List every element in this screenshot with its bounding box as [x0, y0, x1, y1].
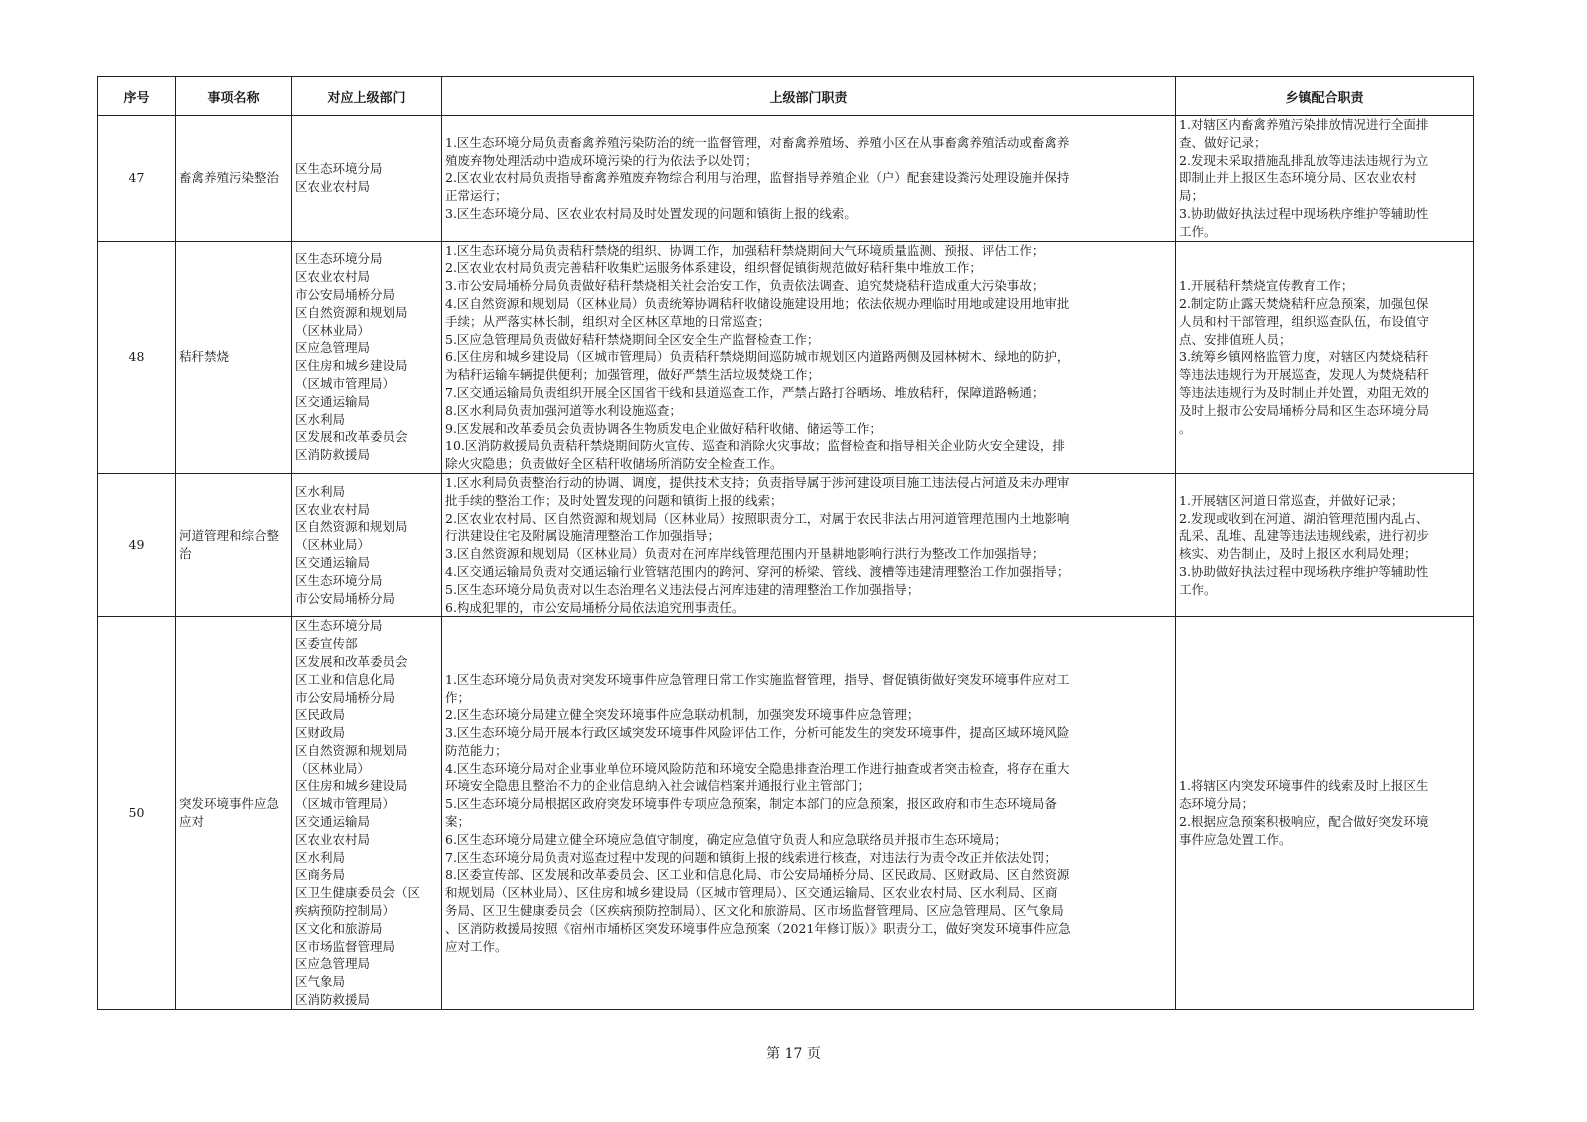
seq-number: 50 — [128, 805, 145, 821]
duty-line: 8.区委宣传部、区发展和改革委员会、区工业和信息化局、市公安局埇桥分局、区民政局、区财政局、区自然资源 — [445, 867, 1070, 883]
duty-line: 2.区生态环境分局建立健全突发环境事件应急联动机制，加强突发环境事件应急管理； — [445, 707, 920, 723]
duty-line: 3.市公安局埇桥分局负责做好秸秆禁烧相关社会治安工作，负责依法调查、追究焚烧秸秆造成重大污染事故； — [445, 278, 1045, 294]
dept-name: 区财政局 — [295, 725, 346, 741]
town-duty-line: 即制止并上报区生态环境分局、区农业农村 — [1179, 170, 1417, 186]
duty-line: 4.区生态环境分局对企业事业单位环境风险防范和环境安全隐患排查治理工作进行抽查或者突击检查，将存在重大 — [445, 760, 1070, 776]
item-name: 河道管理和综合整治 — [179, 528, 280, 562]
dept-name: 区住房和城乡建设局 — [295, 358, 408, 374]
seq-number: 49 — [128, 537, 145, 553]
table-row — [98, 241, 1474, 473]
header-dept: 对应上级部门 — [292, 77, 442, 116]
town-duty-line: 事件应急处置工作。 — [1179, 831, 1292, 847]
dept-name: 区应急管理局 — [295, 956, 371, 972]
dept-name: （区林业局） — [295, 760, 371, 776]
dept-name: （区林业局） — [295, 537, 371, 553]
dept-name: 市公安局埇桥分局 — [295, 590, 396, 606]
town-duty-line: 态环境分局； — [1179, 796, 1255, 812]
dept-name: 疾病预防控制局） — [295, 903, 396, 919]
duty-line: 3.区自然资源和规划局（区林业局）负责对在河库岸线管理范围内开垦耕地影响行洪行为整改工作加强指导； — [445, 546, 1045, 562]
dept-name: 区交通运输局 — [295, 555, 371, 571]
cell-item-name — [176, 617, 292, 1010]
dept-name: 市公安局埇桥分局 — [295, 287, 396, 303]
dept-name: 区农业农村局 — [295, 179, 371, 195]
cell-dept-duties — [442, 473, 1176, 616]
dept-name: 区生态环境分局 — [295, 572, 383, 588]
duty-line: 正常运行； — [445, 188, 508, 204]
cell-town-duties — [1176, 241, 1474, 473]
cell-item-name — [176, 241, 292, 473]
town-duty-line: 。 — [1179, 420, 1192, 436]
cell-dept — [292, 116, 442, 242]
cell-item-name — [176, 116, 292, 242]
town-duty-line: 查、做好记录； — [1179, 134, 1267, 150]
dept-name: 区民政局 — [295, 707, 346, 723]
duty-line: 和规划局（区林业局）、区住房和城乡建设局（区城市管理局）、区交通运输局、区农业农村局、区水利局、区商 — [445, 885, 1058, 901]
town-duty-line: 点、安排值班人员； — [1179, 331, 1292, 347]
duty-line: 7.区交通运输局负责组织开展全区国省干线和县道巡查工作，严禁占路打谷晒场、堆放秸秆，保障道路畅通； — [445, 384, 1045, 400]
duty-line: 批手续的整治工作；及时处置发现的问题和镇街上报的线索； — [445, 492, 783, 508]
duty-line: 除火灾隐患；负责做好全区秸秆收储场所消防安全检查工作。 — [445, 456, 783, 472]
item-name: 突发环境事件应急应对 — [179, 796, 280, 830]
cell-dept — [292, 241, 442, 473]
cell-item-name — [176, 473, 292, 616]
town-duty-line: 1.开展辖区河道日常巡查，并做好记录； — [1179, 492, 1404, 508]
town-duty-line: 2.发现或收到在河道、湖泊管理范围内乱占、 — [1179, 510, 1429, 526]
dept-name: 区交通运输局 — [295, 814, 371, 830]
seq-number: 48 — [128, 349, 145, 365]
cell-seq — [98, 116, 176, 242]
town-duty-line: 等违法违规行为开展巡查，发现人为焚烧秸秆 — [1179, 367, 1430, 383]
town-duty-line: 及时上报市公安局埇桥分局和区生态环境分局 — [1179, 402, 1430, 418]
cell-town-duties — [1176, 473, 1474, 616]
cell-dept — [292, 473, 442, 616]
cell-town-duties — [1176, 116, 1474, 242]
duty-line: 为秸秆运输车辆提供便利；加强管理，做好严禁生活垃圾焚烧工作； — [445, 367, 821, 383]
cell-dept-duties — [442, 241, 1176, 473]
duty-line: 7.区生态环境分局负责对巡查过程中发现的问题和镇街上报的线索进行核查，对违法行为责令改正并依法处罚； — [445, 849, 1057, 865]
cell-dept-duties — [442, 617, 1176, 1010]
duty-line: 3.区生态环境分局开展本行政区域突发环境事件风险评估工作，分析可能发生的突发环境事件，提高区域环境风险 — [445, 725, 1070, 741]
cell-seq — [98, 241, 176, 473]
dept-name: 区卫生健康委员会（区 — [295, 885, 421, 901]
dept-name: 区住房和城乡建设局 — [295, 778, 408, 794]
duty-line: 6.构成犯罪的，市公安局埇桥分局依法追究刑事责任。 — [445, 599, 745, 615]
duty-line: 2.区农业农村局负责指导畜禽养殖废弃物综合利用与治理，监督指导养殖企业（户）配套建设粪污处理设施并保持 — [445, 170, 1070, 186]
dept-name: 区交通运输局 — [295, 393, 371, 409]
item-name: 畜禽养殖污染整治 — [179, 170, 280, 186]
header-town-duties: 乡镇配合职责 — [1176, 77, 1474, 116]
town-duty-line: 1.开展秸秆禁烧宣传教育工作； — [1179, 278, 1354, 294]
dept-name: 区工业和信息化局 — [295, 671, 396, 687]
duty-line: 1.区生态环境分局负责畜禽养殖污染防治的统一监督管理，对畜禽养殖场、养殖小区在从事畜禽养殖活动或畜禽养 — [445, 134, 1070, 150]
cell-seq — [98, 617, 176, 1010]
item-name: 秸秆禁烧 — [179, 349, 230, 365]
duty-line: 、区消防救援局按照《宿州市埇桥区突发环境事件应急预案（2021年修订版）》职责分工，做好突发环境事件应急 — [445, 920, 1071, 936]
dept-name: 区农业农村局 — [295, 269, 371, 285]
duty-line: 2.区农业农村局负责完善秸秆收集贮运服务体系建设，组织督促镇街规范做好秸秆集中堆放工作； — [445, 260, 982, 276]
duty-line: 8.区水利局负责加强河道等水利设施巡查； — [445, 402, 682, 418]
dept-name: 区市场监督管理局 — [295, 938, 396, 954]
dept-name: 区消防救援局 — [295, 447, 371, 463]
dept-name: 区自然资源和规划局 — [295, 519, 408, 535]
header-dept-duties: 上级部门职责 — [442, 77, 1176, 116]
page-number: 第 17 页 — [766, 1046, 821, 1062]
table-row — [98, 473, 1474, 616]
header-seq: 序号 — [98, 77, 176, 116]
town-duty-line: 乱采、乱堆、乱建等违法违规线索，进行初步 — [1179, 528, 1430, 544]
seq-number: 47 — [128, 170, 145, 186]
dept-name: 区气象局 — [295, 974, 346, 990]
dept-name: 区水利局 — [295, 483, 346, 499]
dept-name: 区生态环境分局 — [295, 161, 383, 177]
duty-line: 4.区交通运输局负责对交通运输行业管辖范围内的跨河、穿河的桥梁、管线、渡槽等违建清理整治工作加强指导； — [445, 563, 1070, 579]
town-duty-line: 2.根据应急预案积极响应，配合做好突发环境 — [1179, 814, 1429, 830]
duty-line: 1.区水利局负责整治行动的协调、调度，提供技术支持；负责指导属于涉河建设项目施工违法侵占河道及未办理审 — [445, 474, 1070, 490]
duty-line: 6.区生态环境分局建立健全环境应急值守制度，确定应急值守负责人和应急联络员并报市生态环境局； — [445, 831, 1007, 847]
duty-line: 手续；从严落实林长制，组织对全区林区草地的日常巡查； — [445, 313, 771, 329]
dept-name: 区文化和旅游局 — [295, 920, 383, 936]
town-duty-line: 核实、劝告制止，及时上报区水利局处理； — [1179, 546, 1417, 562]
duty-line: 5.区生态环境分局负责对以生态治理名义违法侵占河库违建的清理整治工作加强指导； — [445, 581, 920, 597]
town-duty-line: 工作。 — [1179, 223, 1217, 239]
header-item-name: 事项名称 — [176, 77, 292, 116]
dept-name: 区委宣传部 — [295, 636, 358, 652]
duty-line: 殖废弃物处理活动中造成环境污染的行为依法予以处罚； — [445, 152, 758, 168]
duty-line: 5.区应急管理局负责做好秸秆禁烧期间全区安全生产监督检查工作； — [445, 331, 820, 347]
dept-name: 区商务局 — [295, 867, 346, 883]
duty-line: 1.区生态环境分局负责秸秆禁烧的组织、协调工作，加强秸秆禁烧期间大气环境质量监测、预报、评估工作； — [445, 242, 1045, 258]
dept-name: 区自然资源和规划局 — [295, 304, 408, 320]
dept-name: 区水利局 — [295, 849, 346, 865]
town-duty-line: 1.将辖区内突发环境事件的线索及时上报区生 — [1179, 778, 1429, 794]
table-row — [98, 617, 1474, 1010]
dept-name: 区水利局 — [295, 411, 346, 427]
town-duty-line: 人员和村干部管理，组织巡查队伍，布设值守 — [1179, 313, 1430, 329]
dept-name: 区发展和改革委员会 — [295, 429, 408, 445]
duty-line: 务局、区卫生健康委员会（区疾病预防控制局）、区文化和旅游局、区市场监督管理局、区应急管理局、区气象局 — [445, 903, 1064, 919]
dept-name: （区城市管理局） — [295, 796, 396, 812]
duty-line: 1.区生态环境分局负责对突发环境事件应急管理日常工作实施监督管理，指导、督促镇街做好突发环境事件应对工 — [445, 671, 1070, 687]
cell-seq — [98, 473, 176, 616]
duty-line: 5.区生态环境分局根据区政府突发环境事件专项应急预案，制定本部门的应急预案，报区政府和市生态环境局备 — [445, 796, 1057, 812]
cell-dept-duties — [442, 116, 1176, 242]
duty-line: 6.区住房和城乡建设局（区城市管理局）负责秸秆禁烧期间巡防城市规划区内道路两侧及园林树木、绿地的防护， — [445, 349, 1070, 365]
duty-line: 环境安全隐患且整治不力的企业信息纳入社会诚信档案并通报行业主管部门； — [445, 778, 871, 794]
town-duty-line: 工作。 — [1179, 581, 1217, 597]
duty-line: 2.区农业农村局、区自然资源和规划局（区林业局）按照职责分工，对属于农民非法占用河道管理范围内土地影响 — [445, 510, 1070, 526]
dept-name: 区应急管理局 — [295, 340, 371, 356]
table-row — [98, 116, 1474, 242]
dept-name: 市公安局埇桥分局 — [295, 689, 396, 705]
duty-line: 防范能力； — [445, 742, 508, 758]
town-duty-line: 局； — [1179, 188, 1205, 204]
duty-line: 应对工作。 — [445, 938, 508, 954]
table-header-row — [98, 77, 1474, 116]
dept-name: 区自然资源和规划局 — [295, 742, 408, 758]
duty-line: 9.区发展和改革委员会负责协调各生物质发电企业做好秸秆收储、储运等工作； — [445, 420, 882, 436]
cell-dept — [292, 617, 442, 1010]
dept-name: 区生态环境分局 — [295, 251, 383, 267]
dept-name: 区发展和改革委员会 — [295, 653, 408, 669]
cell-town-duties — [1176, 617, 1474, 1010]
dept-name: 区生态环境分局 — [295, 618, 383, 634]
town-duty-line: 1.对辖区内畜禽养殖污染排放情况进行全面排 — [1179, 117, 1429, 132]
duty-line: 案； — [445, 814, 471, 830]
duty-line: 行洪建设住宅及附属设施清理整治工作加强指导； — [445, 528, 721, 544]
duty-line: 10.区消防救援局负责秸秆禁烧期间防火宣传、巡查和消除火灾事故；监督检查和指导相关企业防火安全建设，排 — [445, 438, 1065, 454]
dept-name: 区消防救援局 — [295, 992, 371, 1008]
duty-line: 作； — [445, 689, 471, 705]
town-duty-line: 2.制定防止露天焚烧秸秆应急预案，加强包保 — [1179, 295, 1429, 311]
responsibility-table — [97, 76, 1474, 1010]
dept-name: 区农业农村局 — [295, 501, 371, 517]
duty-line: 4.区自然资源和规划局（区林业局）负责统筹协调秸秆收储设施建设用地；依法依规办理临时用地或建设用地审批 — [445, 295, 1070, 311]
town-duty-line: 3.协助做好执法过程中现场秩序维护等辅助性 — [1179, 205, 1429, 221]
town-duty-line: 3.统筹乡镇网格监管力度，对辖区内焚烧秸秆 — [1179, 349, 1429, 365]
town-duty-line: 2.发现未采取措施乱排乱放等违法违规行为立 — [1179, 152, 1429, 168]
dept-name: （区林业局） — [295, 322, 371, 338]
town-duty-line: 等违法违规行为及时制止并处置，劝阻无效的 — [1179, 384, 1430, 400]
town-duty-line: 3.协助做好执法过程中现场秩序维护等辅助性 — [1179, 563, 1429, 579]
dept-name: 区农业农村局 — [295, 831, 371, 847]
duty-line: 3.区生态环境分局、区农业农村局及时处置发现的问题和镇街上报的线索。 — [445, 205, 857, 221]
dept-name: （区城市管理局） — [295, 376, 396, 392]
